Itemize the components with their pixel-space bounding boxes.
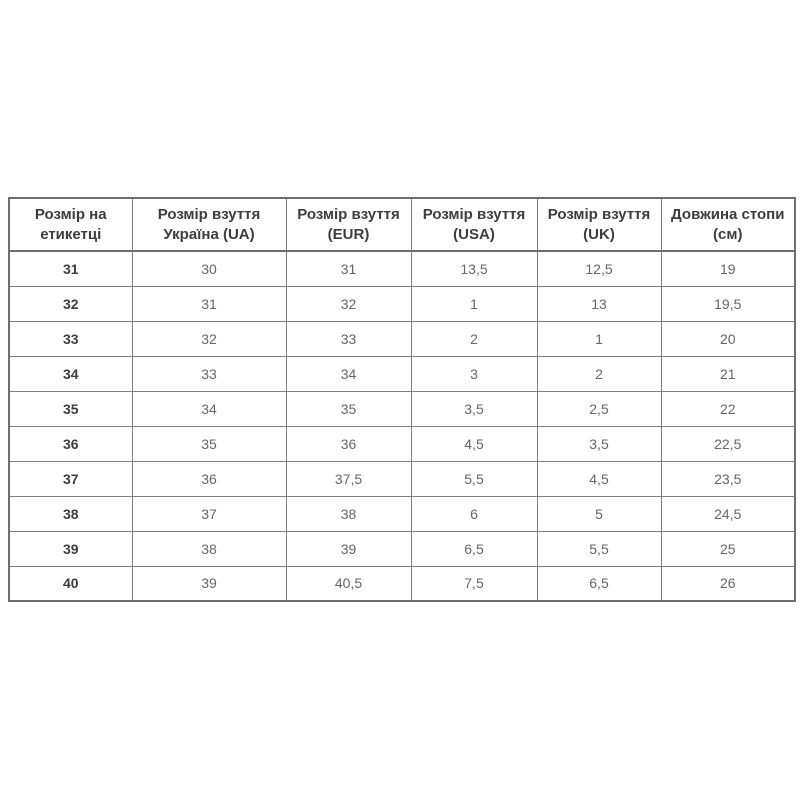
table-head — [9, 198, 795, 251]
value-cell: 5,5 — [537, 531, 661, 566]
label-size-cell: 32 — [9, 286, 132, 321]
value-cell: 33 — [286, 321, 411, 356]
table-row — [9, 461, 795, 496]
label-size-cell: 31 — [9, 251, 132, 286]
value-cell: 37,5 — [286, 461, 411, 496]
label-size-cell: 34 — [9, 356, 132, 391]
table-row — [9, 496, 795, 531]
value-cell: 32 — [286, 286, 411, 321]
value-cell: 2,5 — [537, 391, 661, 426]
value-cell: 31 — [286, 251, 411, 286]
label-size-cell: 33 — [9, 321, 132, 356]
value-cell: 6,5 — [537, 566, 661, 601]
value-cell: 13,5 — [411, 251, 537, 286]
value-cell: 32 — [132, 321, 286, 356]
column-header-label-size: Розмір на етикетці — [9, 198, 132, 251]
value-cell: 3 — [411, 356, 537, 391]
value-cell: 19 — [661, 251, 795, 286]
label-size-cell: 37 — [9, 461, 132, 496]
value-cell: 38 — [132, 531, 286, 566]
table-row — [9, 391, 795, 426]
table-row — [9, 426, 795, 461]
column-header-usa-size: Розмір взуття (USA) — [411, 198, 537, 251]
value-cell: 39 — [286, 531, 411, 566]
table-row — [9, 531, 795, 566]
value-cell: 1 — [411, 286, 537, 321]
label-size-cell: 38 — [9, 496, 132, 531]
size-conversion-table — [8, 197, 796, 602]
value-cell: 22 — [661, 391, 795, 426]
column-header-ua-size: Розмір взуття Україна (UA) — [132, 198, 286, 251]
value-cell: 5,5 — [411, 461, 537, 496]
value-cell: 39 — [132, 566, 286, 601]
value-cell: 2 — [537, 356, 661, 391]
value-cell: 22,5 — [661, 426, 795, 461]
size-chart-section — [8, 197, 796, 602]
value-cell: 24,5 — [661, 496, 795, 531]
value-cell: 23,5 — [661, 461, 795, 496]
value-cell: 7,5 — [411, 566, 537, 601]
table-header-row — [9, 198, 795, 251]
value-cell: 40,5 — [286, 566, 411, 601]
value-cell: 33 — [132, 356, 286, 391]
table-row — [9, 286, 795, 321]
value-cell: 6 — [411, 496, 537, 531]
value-cell: 35 — [286, 391, 411, 426]
value-cell: 34 — [286, 356, 411, 391]
table-row — [9, 566, 795, 601]
value-cell: 31 — [132, 286, 286, 321]
value-cell: 12,5 — [537, 251, 661, 286]
value-cell: 2 — [411, 321, 537, 356]
value-cell: 25 — [661, 531, 795, 566]
column-header-uk-size: Розмір взуття (UK) — [537, 198, 661, 251]
table-row — [9, 356, 795, 391]
label-size-cell: 36 — [9, 426, 132, 461]
value-cell: 34 — [132, 391, 286, 426]
value-cell: 36 — [132, 461, 286, 496]
label-size-cell: 39 — [9, 531, 132, 566]
value-cell: 36 — [286, 426, 411, 461]
value-cell: 26 — [661, 566, 795, 601]
table-row — [9, 251, 795, 286]
table-body — [9, 251, 795, 601]
value-cell: 21 — [661, 356, 795, 391]
column-header-eur-size: Розмір взуття (EUR) — [286, 198, 411, 251]
column-header-foot-length: Довжина стопи (см) — [661, 198, 795, 251]
value-cell: 6,5 — [411, 531, 537, 566]
value-cell: 5 — [537, 496, 661, 531]
value-cell: 30 — [132, 251, 286, 286]
value-cell: 19,5 — [661, 286, 795, 321]
value-cell: 1 — [537, 321, 661, 356]
value-cell: 3,5 — [537, 426, 661, 461]
value-cell: 38 — [286, 496, 411, 531]
value-cell: 4,5 — [411, 426, 537, 461]
label-size-cell: 35 — [9, 391, 132, 426]
value-cell: 37 — [132, 496, 286, 531]
label-size-cell: 40 — [9, 566, 132, 601]
value-cell: 20 — [661, 321, 795, 356]
value-cell: 35 — [132, 426, 286, 461]
value-cell: 3,5 — [411, 391, 537, 426]
table-row — [9, 321, 795, 356]
value-cell: 13 — [537, 286, 661, 321]
value-cell: 4,5 — [537, 461, 661, 496]
